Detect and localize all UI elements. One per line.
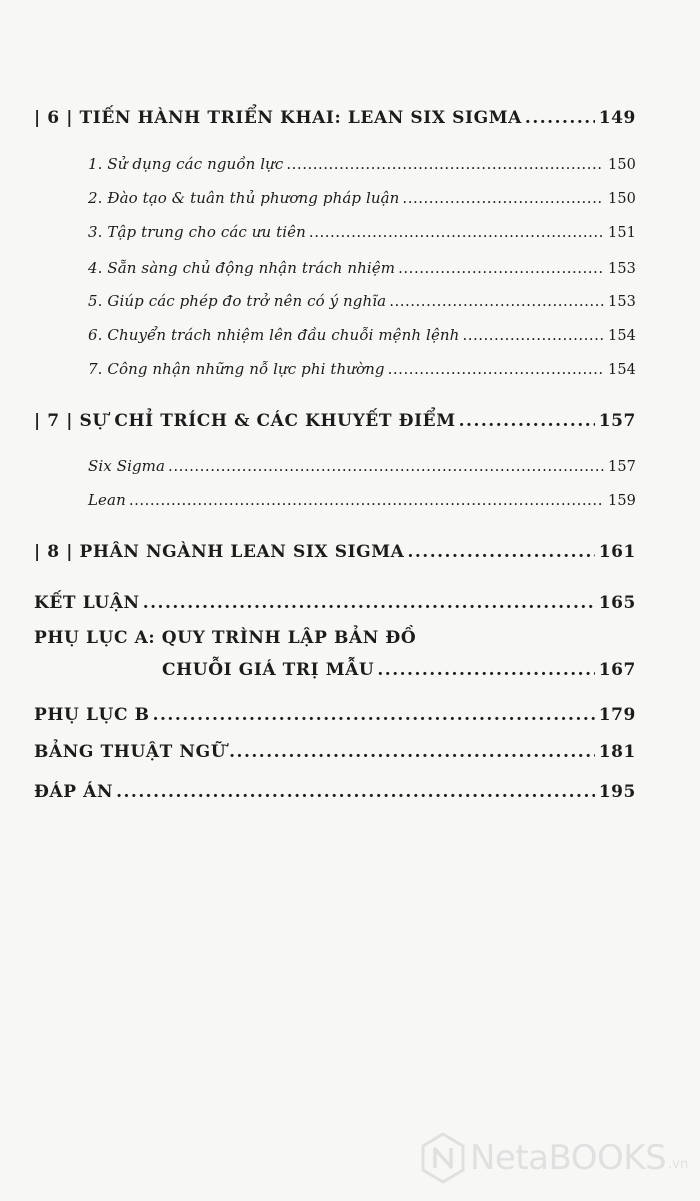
dot-leader: [168, 457, 604, 475]
toc-section-7-lean[interactable]: [88, 491, 636, 509]
dot-leader: [462, 326, 604, 344]
dot-leader: [388, 360, 604, 378]
toc-label: 2. Đào tạo & tuân thủ phương pháp luận: [88, 189, 400, 207]
dot-leader: [153, 705, 595, 725]
toc-label: 1. Sử dụng các nguồn lực: [88, 155, 284, 173]
toc-section-6-7[interactable]: [88, 360, 636, 378]
toc-page-number: 167: [598, 660, 636, 680]
toc-section-6-3[interactable]: [88, 223, 636, 241]
toc-label: Six Sigma: [88, 457, 166, 475]
toc-page-number: 149: [598, 108, 636, 128]
dot-leader: [143, 593, 595, 613]
watermark-text: NetaBOOKS: [470, 1138, 667, 1178]
toc-page-number: 153: [608, 261, 636, 277]
toc-label: ĐÁP ÁN: [34, 782, 114, 802]
toc-page-number: 157: [598, 411, 636, 431]
toc-label: PHỤ LỤC B: [34, 705, 150, 725]
toc-label: | 7 | SỰ CHỈ TRÍCH & CÁC KHUYẾT ĐIỂM: [34, 411, 456, 431]
toc-page-number: 154: [608, 362, 636, 378]
toc-label: BẢNG THUẬT NGỮ: [34, 742, 227, 762]
toc-page-number: 195: [598, 782, 636, 802]
toc-chapter-6[interactable]: [34, 108, 636, 128]
dot-leader: [398, 259, 604, 277]
toc-label: 4. Sẵn sàng chủ động nhận trách nhiệm: [88, 259, 396, 277]
dot-leader: [309, 223, 604, 241]
toc-page-number: 165: [598, 593, 636, 613]
toc-chapter-7[interactable]: [34, 411, 636, 431]
dot-leader: [402, 189, 604, 207]
toc-page-number: 150: [608, 191, 636, 207]
dot-leader: [389, 292, 604, 310]
toc-label: 5. Giúp các phép đo trở nên có ý nghĩa: [88, 292, 387, 310]
toc-section-6-4[interactable]: [88, 259, 636, 277]
toc-page-number: 150: [608, 157, 636, 173]
toc-label: 6. Chuyển trách nhiệm lên đầu chuỗi mệnh lệnh: [88, 326, 460, 344]
toc-chapter-8[interactable]: [34, 542, 636, 562]
netabooks-logo-icon: [420, 1132, 466, 1184]
toc-page-number: 161: [598, 542, 636, 562]
watermark-suffix: .vn: [668, 1156, 689, 1172]
dot-leader: [377, 660, 594, 680]
toc-page-number: 159: [608, 493, 636, 509]
toc-section-7-six-sigma[interactable]: [88, 457, 636, 475]
toc-section-6-2[interactable]: [88, 189, 636, 207]
toc-appendix-a[interactable]: [34, 628, 636, 648]
toc-section-6-6[interactable]: [88, 326, 636, 344]
toc-page-number: 153: [608, 294, 636, 310]
dot-leader: [286, 155, 604, 173]
netabooks-watermark: [420, 1132, 688, 1184]
toc-label: | 8 | PHÂN NGÀNH LEAN SIX SIGMA: [34, 542, 405, 562]
toc-page-number: 181: [598, 742, 636, 762]
toc-answers[interactable]: [34, 782, 636, 802]
dot-leader: [116, 782, 595, 802]
toc-appendix-a-cont[interactable]: [162, 660, 636, 680]
toc-glossary[interactable]: [34, 742, 636, 762]
toc-label: 7. Công nhận những nỗ lực phi thường: [88, 360, 385, 378]
toc-label: PHỤ LỤC A: QUY TRÌNH LẬP BẢN ĐỒ: [34, 628, 417, 648]
toc-page-number: 151: [608, 225, 636, 241]
dot-leader: [407, 542, 594, 562]
toc-section-6-5[interactable]: [88, 292, 636, 310]
toc-label: | 6 | TIẾN HÀNH TRIỂN KHAI: LEAN SIX SIGMA: [34, 108, 522, 128]
toc-label: Lean: [88, 491, 126, 509]
toc-section-6-1[interactable]: [88, 155, 636, 173]
toc-label-cont: CHUỖI GIÁ TRỊ MẪU: [162, 660, 375, 680]
dot-leader: [129, 491, 604, 509]
toc-conclusion[interactable]: [34, 593, 636, 613]
dot-leader: [459, 411, 595, 431]
toc-label: KẾT LUẬN: [34, 593, 140, 613]
toc-appendix-b[interactable]: [34, 705, 636, 725]
dot-leader: [229, 742, 595, 762]
toc-page-number: 179: [598, 705, 636, 725]
toc-page-number: 157: [608, 459, 636, 475]
toc-page-number: 154: [608, 328, 636, 344]
toc-label: 3. Tập trung cho các ưu tiên: [88, 223, 306, 241]
dot-leader: [525, 108, 595, 128]
